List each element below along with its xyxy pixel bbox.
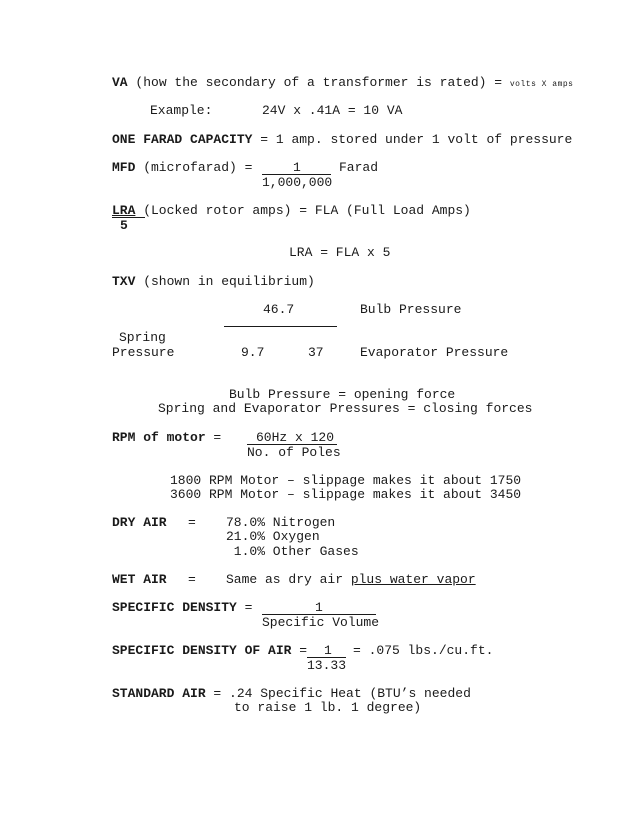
dry-air-other: 1.0% Other Gases — [226, 544, 359, 559]
rpm-note-1800: 1800 RPM Motor – slippage makes it about 1750 — [170, 473, 522, 488]
specific-density-air-term: SPECIFIC DENSITY OF AIR — [112, 643, 292, 658]
specific-density-air-denominator: 13.33 — [307, 658, 347, 673]
specific-density-definition — [112, 601, 252, 614]
txv-closing-forces: Spring and Evaporator Pressures = closing forces — [158, 401, 533, 416]
specific-density-air-equals: = — [291, 643, 308, 658]
va-definition — [112, 76, 573, 89]
dry-air-oxygen: 21.0% Oxygen — [226, 529, 320, 544]
txv-definition — [112, 275, 315, 288]
wet-air-underlined: plus water vapor — [350, 572, 476, 587]
rpm-equals: = — [205, 430, 222, 445]
mfd-denominator: 1,000,000 — [262, 175, 333, 190]
txv-bulb-label: Bulb Pressure — [360, 302, 462, 317]
mfd-numerator: 1 — [293, 160, 301, 175]
standard-air-term: STANDARD AIR — [112, 686, 206, 701]
wet-air-equals: = — [188, 572, 196, 587]
txv-opening-force: Bulb Pressure = opening force — [229, 387, 456, 402]
lra-description: (Locked rotor amps) = FLA (Full Load Amps) — [135, 203, 471, 218]
farad-term: ONE FARAD CAPACITY — [112, 132, 253, 147]
standard-air-description: = .24 Specific Heat (BTU’s needed — [205, 686, 471, 701]
txv-evap-value: 37 — [308, 345, 324, 360]
specific-density-air-definition — [112, 644, 307, 657]
mfd-description: (microfarad) = — [135, 160, 253, 175]
wet-air-term: WET AIR — [112, 572, 167, 587]
va-rhs: volts X amps — [509, 80, 574, 89]
txv-spring-label-1: Spring — [119, 330, 166, 345]
rpm-definition — [112, 431, 221, 444]
txv-spring-label-2: Pressure — [112, 345, 175, 360]
txv-description: (shown in equilibrium) — [135, 274, 315, 289]
specific-density-term: SPECIFIC DENSITY — [112, 600, 237, 615]
standard-air-definition — [112, 687, 471, 700]
rpm-numerator: 60Hz x 120 — [256, 430, 335, 445]
txv-diagram-bar — [224, 326, 337, 327]
specific-density-equals: = — [236, 600, 253, 615]
specific-density-air-result: = .075 lbs./cu.ft. — [353, 643, 494, 658]
rpm-term: RPM of motor — [112, 430, 206, 445]
mfd-definition — [112, 161, 252, 174]
txv-term: TXV — [112, 274, 136, 289]
rpm-denominator: No. of Poles — [247, 445, 341, 460]
rpm-note-3600: 3600 RPM Motor – slippage makes it about 3450 — [170, 487, 522, 502]
lra-divisor: 5 — [120, 218, 128, 233]
txv-evap-label: Evaporator Pressure — [360, 345, 509, 360]
va-example-label: Example: — [150, 103, 213, 118]
specific-density-numerator: 1 — [315, 600, 323, 615]
specific-density-denominator: Specific Volume — [262, 615, 380, 630]
wet-air-definition — [226, 573, 476, 586]
dry-air-term: DRY AIR — [112, 515, 167, 530]
wet-air-text: Same as dry air — [226, 572, 351, 587]
va-term: VA — [112, 75, 128, 90]
standard-air-description-2: to raise 1 lb. 1 degree) — [234, 700, 422, 715]
lra-formula: LRA = FLA x 5 — [289, 245, 391, 260]
txv-bulb-value: 46.7 — [263, 302, 295, 317]
lra-term: LRA — [112, 203, 136, 218]
lra-definition — [112, 204, 471, 217]
dry-air-equals: = — [188, 515, 196, 530]
txv-spring-value: 9.7 — [241, 345, 265, 360]
va-description: (how the secondary of a transformer is rated) = — [127, 75, 510, 90]
mfd-term: MFD — [112, 160, 136, 175]
specific-density-air-numerator: 1 — [324, 643, 332, 658]
dry-air-nitrogen: 78.0% Nitrogen — [226, 515, 336, 530]
farad-description: = 1 amp. stored under 1 volt of pressure — [252, 132, 573, 147]
va-example-value: 24V x .41A = 10 VA — [262, 103, 403, 118]
lra-fraction-bar — [112, 217, 145, 218]
farad-definition — [112, 133, 572, 146]
mfd-unit: Farad — [339, 160, 379, 175]
